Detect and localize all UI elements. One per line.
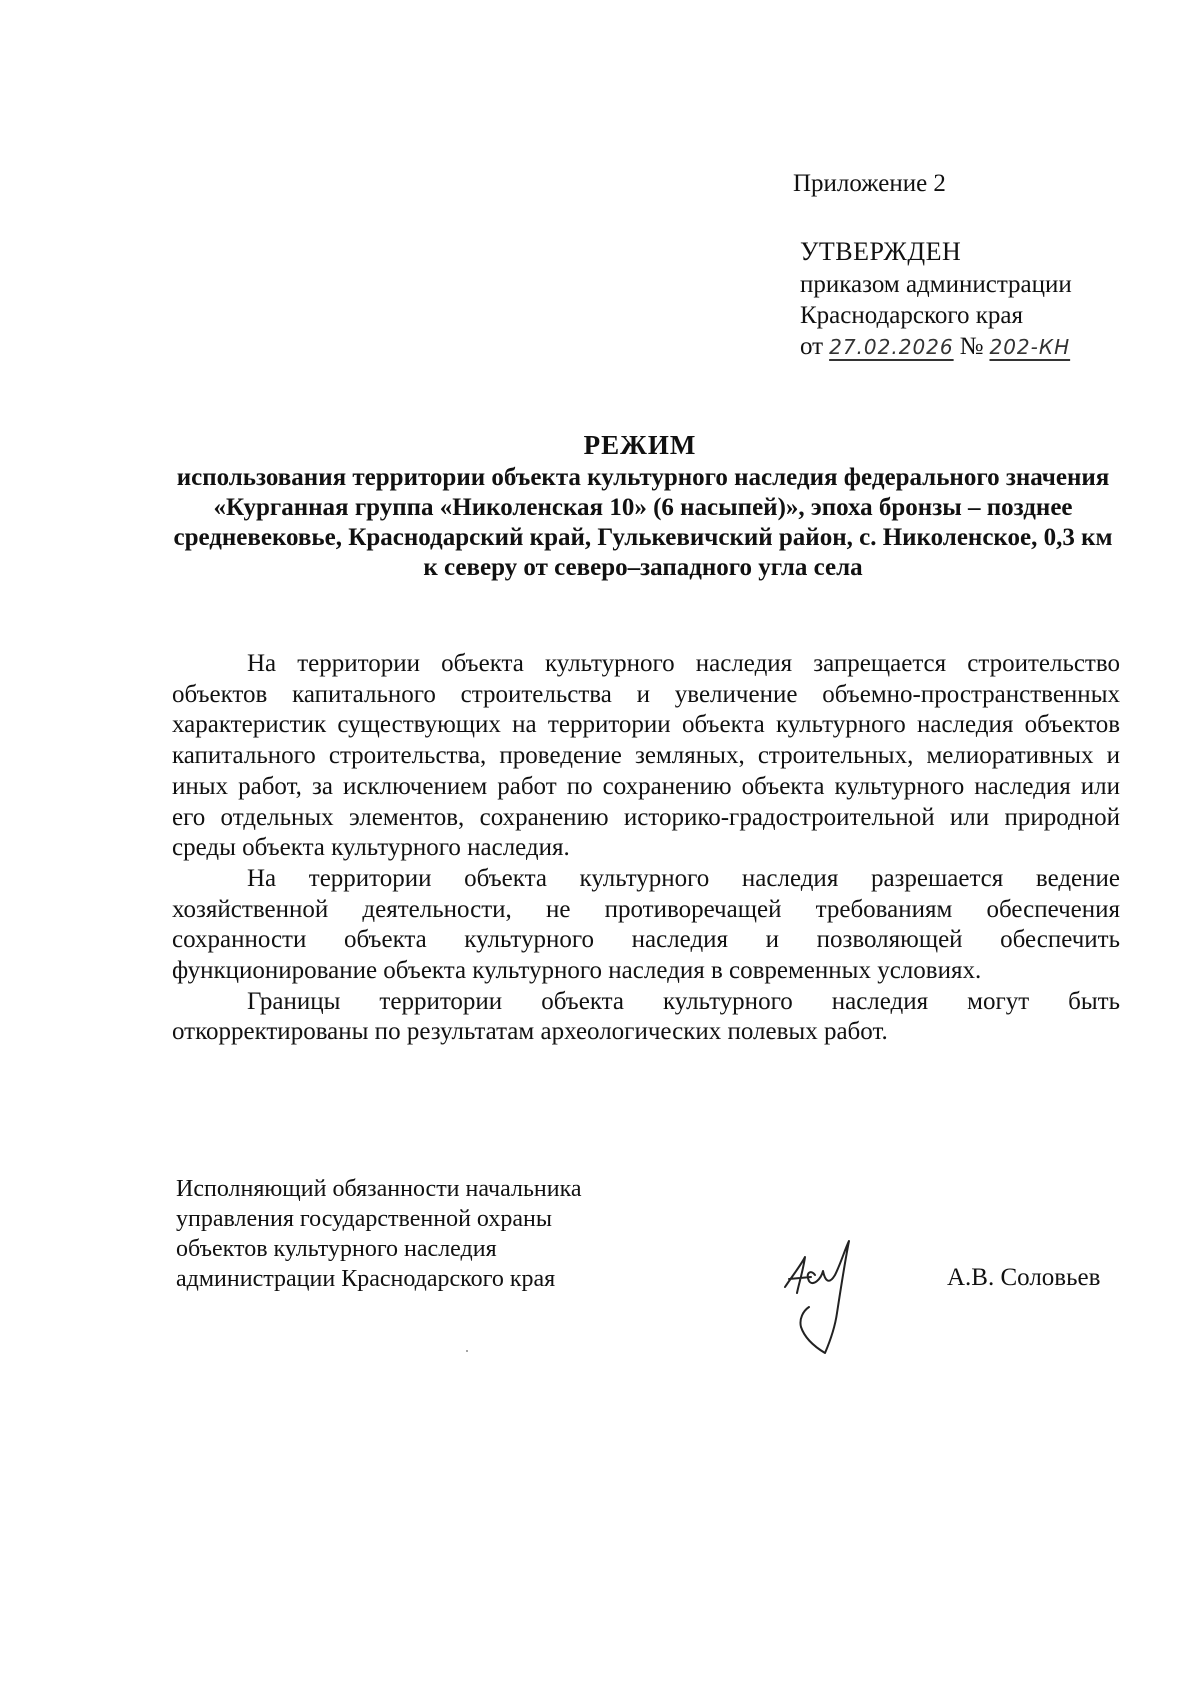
approved-line-2: Краснодарского края bbox=[800, 302, 1023, 329]
document-subtitle: использования территории объекта культурного наследия федерального значения «Курганная группа «Николенская 10» (6 насыпей)», эпоха бронзы – позднее средневековье, Краснодарский край, Гулькевичский район, с. Николенское, 0,3 км к северу от северо–западного угла села bbox=[173, 464, 1113, 581]
signer-position bbox=[176, 1174, 582, 1294]
body-paragraph: На территории объекта культурного наследия разрешается ведение хозяйственной деятельности, не противоречащей требованиям обеспечения сохранности объекта культурного наследия и позволяющей обеспечить функционирование объекта культурного наследия в современных условиях. bbox=[172, 864, 1120, 985]
signer-position-line: управления государственной охраны bbox=[176, 1206, 552, 1232]
scan-speck bbox=[466, 1350, 468, 1352]
signer-name: А.В. Соловьев bbox=[947, 1264, 1101, 1291]
approved-line-1: приказом администрации bbox=[800, 271, 1072, 298]
signer-position-line: объектов культурного наследия bbox=[176, 1236, 497, 1262]
handwritten-number: 202-КН bbox=[989, 335, 1071, 359]
document-body bbox=[172, 649, 1120, 1048]
signer-position-line: Исполняющий обязанности начальника bbox=[176, 1176, 582, 1202]
order-date-number bbox=[800, 331, 1076, 363]
appendix-label: Приложение 2 bbox=[793, 170, 946, 197]
body-paragraph: Границы территории объекта культурного наследия могут быть откорректированы по результатам археологических полевых работ. bbox=[172, 987, 1120, 1046]
number-prefix: № bbox=[959, 333, 984, 360]
document-title: РЕЖИМ bbox=[583, 430, 697, 460]
handwritten-signature bbox=[775, 1235, 885, 1365]
date-prefix: от bbox=[800, 333, 824, 360]
handwritten-date: 27.02.2026 bbox=[829, 335, 954, 359]
approved-word: УТВЕРЖДЕН bbox=[800, 237, 962, 266]
approval-stamp bbox=[800, 236, 1076, 363]
body-paragraph: На территории объекта культурного наследия запрещается строительство объектов капитального строительства и увеличение объемно-пространственных характеристик существующих на территории объекта культурного наследия объектов капитального строительства, проведение земляных, строительных, мелиоративных и иных работ, за исключением работ по сохранению объекта культурного наследия или его отдельных элементов, сохранению историко-градостроительной или природной среды объекта культурного наследия. bbox=[172, 650, 1120, 862]
signer-position-line: администрации Краснодарского края bbox=[176, 1266, 556, 1292]
